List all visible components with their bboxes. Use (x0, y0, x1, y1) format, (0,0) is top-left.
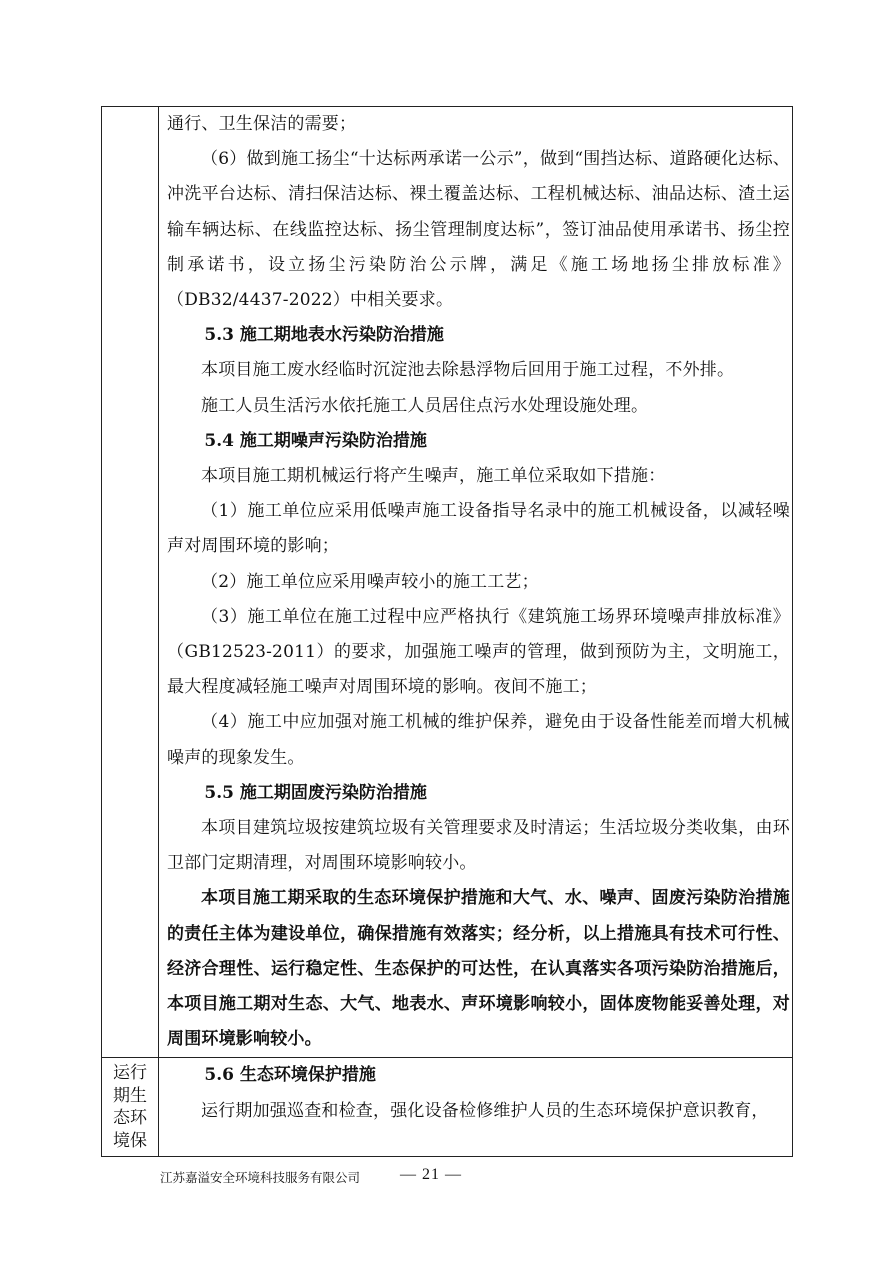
paragraph: （3）施工单位在施工过程中应严格执行《建筑施工场界环境噪声排放标准》（GB12523-2011）的要求，加强施工噪声的管理，做到预防为主，文明施工，最大程度减轻施工噪声对周围环境的影响。夜间不施工； (167, 606, 790, 698)
paragraph: （6）做到施工扬尘“十达标两承诺一公示”，做到“围挡达标、道路硬化达标、冲洗平台达标、清扫保洁达标、裸土覆盖达标、工程机械达标、油品达标、渣土运输车辆达标、在线监控达标、扬尘管理制度达标”，签订油品使用承诺书、扬尘控制承诺书，设立扬尘污染防治公示牌，满足《施工场地扬尘排放标准》（DB32/4437-2022）中相关要求。 (167, 149, 790, 311)
table-row (102, 1058, 793, 1157)
paragraph: 通行、卫生保洁的需要； (167, 114, 357, 134)
table-row (102, 107, 793, 1058)
section-heading: 5.3 施工期地表水污染防治措施 (204, 325, 444, 346)
paragraph: （4）施工中应加强对施工机械的维护保养，避免由于设备性能差而增大机械噪声的现象发生。 (167, 712, 790, 768)
left-label-cell-empty (102, 107, 159, 1058)
operation-measures-cell (159, 1058, 793, 1157)
section-heading: 5.4 施工期噪声污染防治措施 (204, 430, 427, 451)
paragraph: 施工人员生活污水依托施工人员居住点污水处理设施处理。 (201, 395, 649, 416)
page-number: — 21 — (400, 1166, 462, 1183)
paragraph: 本项目建筑垃圾按建筑垃圾有关管理要求及时清运；生活垃圾分类收集，由环卫部门定期清理，对周围环境影响较小。 (167, 818, 790, 874)
summary-paragraph: 本项目施工期采取的生态环境保护措施和大气、水、噪声、固废污染防治措施的责任主体为建设单位，确保措施有效落实；经分析，以上措施具有技术可行性、经济合理性、运行稳定性、生态保护的可达性，在认真落实各项污染防治措施后，本项目施工期对生态、大气、地表水、声环境影响较小，固体废物能妥善处理，对周围环境影响较小。 (167, 888, 790, 1050)
page-footer (0, 1166, 892, 1190)
section-heading: 5.5 施工期固废污染防治措施 (204, 782, 427, 803)
paragraph: （2）施工单位应采用噪声较小的施工工艺； (201, 571, 539, 592)
construction-measures-cell (159, 107, 793, 1058)
section-heading: 5.6 生态环境保护措施 (204, 1065, 376, 1086)
left-label-cell (102, 1058, 159, 1157)
operation-period-label: 运行期生态环境保 (113, 1063, 147, 1151)
paragraph: （1）施工单位应采用低噪声施工设备指导名录中的施工机械设备，以减轻噪声对周围环境的影响； (167, 501, 790, 557)
company-name: 江苏嘉溢安全环境科技服务有限公司 (160, 1170, 361, 1185)
paragraph: 运行期加强巡查和检查，强化设备检修维护人员的生态环境保护意识教育， (201, 1100, 769, 1121)
content-table (101, 106, 793, 1157)
paragraph: 本项目施工废水经临时沉淀池去除悬浮物后回用于施工过程，不外排。 (201, 360, 735, 381)
paragraph: 本项目施工期机械运行将产生噪声，施工单位采取如下措施： (201, 466, 666, 487)
